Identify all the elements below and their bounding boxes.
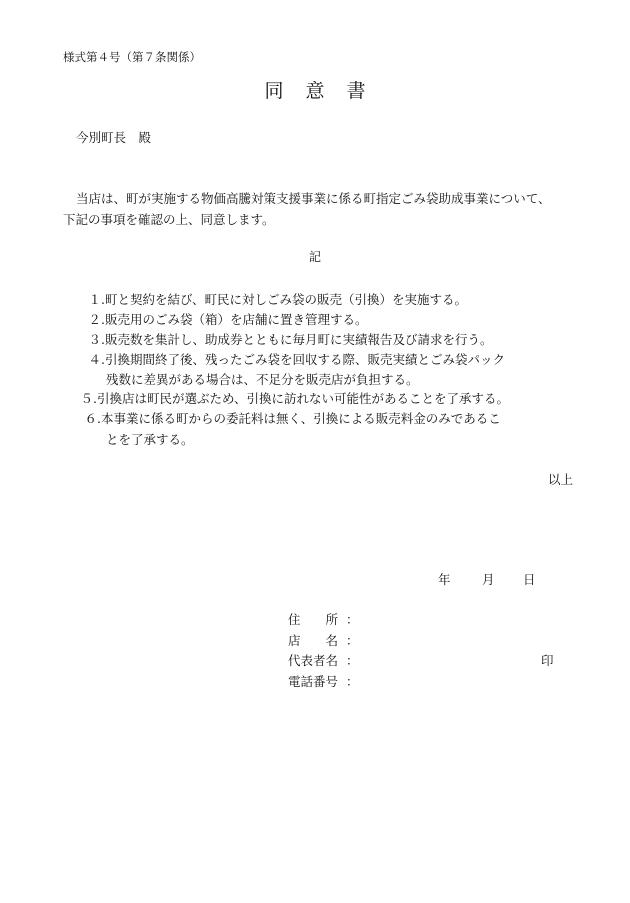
list-item [63, 389, 509, 407]
document-title: 同意書 [264, 80, 388, 102]
form-number: 様式第４号（第７条関係） [63, 50, 201, 64]
item-number: ６. [84, 411, 101, 426]
addressee: 今別町長 殿 [76, 130, 152, 145]
list-item [63, 350, 505, 368]
item-number: ５. [80, 391, 97, 406]
phone-label: 電話番号 [288, 674, 339, 689]
intro-line-1: 当店は、町が実施する物価高騰対策支援事業に係る町指定ごみ袋助成事業について、 [76, 191, 551, 206]
list-item [63, 310, 368, 328]
ki-heading: 記 [308, 250, 321, 264]
seal-mark: 印 [541, 653, 554, 668]
item-continuation: とを了承する。 [106, 432, 194, 447]
list-item [63, 330, 493, 348]
closing-mark: 以上 [548, 472, 574, 487]
address-label: 住 所 [288, 612, 339, 627]
item-continuation: 残数に差異がある場合は、不足分を販売店が負担する。 [106, 372, 419, 387]
phone-colon: ： [346, 674, 359, 689]
representative-label: 代表者名 [288, 653, 339, 668]
representative-colon: ： [346, 653, 359, 668]
item-number: ４. [88, 352, 105, 367]
item-text: 販売数を集計し、助成券とともに毎月町に実績報告及び請求を行う。 [105, 332, 493, 347]
item-number: ３. [88, 332, 105, 347]
intro-line-2: 下記の事項を確認の上、同意します。 [63, 212, 275, 227]
store-name-label: 店 名 [288, 633, 339, 648]
item-text: 町と契約を結び、町民に対しごみ袋の販売（引換）を実施する。 [105, 292, 468, 307]
address-colon: ： [346, 612, 359, 627]
item-text: 引換店は町民が選ぶため、引換に訪れない可能性があることを了承する。 [97, 391, 510, 406]
date-day: 日 [523, 572, 536, 587]
store-name-colon: ： [346, 633, 359, 648]
item-text: 本事業に係る町からの委託料は無く、引換による販売料金のみであるこ [101, 411, 501, 426]
date-year: 年 [438, 572, 451, 587]
list-item [63, 409, 501, 427]
item-text: 販売用のごみ袋（箱）を店舗に置き管理する。 [105, 312, 368, 327]
item-number: ２. [88, 312, 105, 327]
list-item [63, 290, 467, 308]
item-number: １. [88, 292, 105, 307]
item-text: 引換期間終了後、残ったごみ袋を回収する際、販売実績とごみ袋パック [105, 352, 506, 367]
date-month: 月 [482, 572, 495, 587]
